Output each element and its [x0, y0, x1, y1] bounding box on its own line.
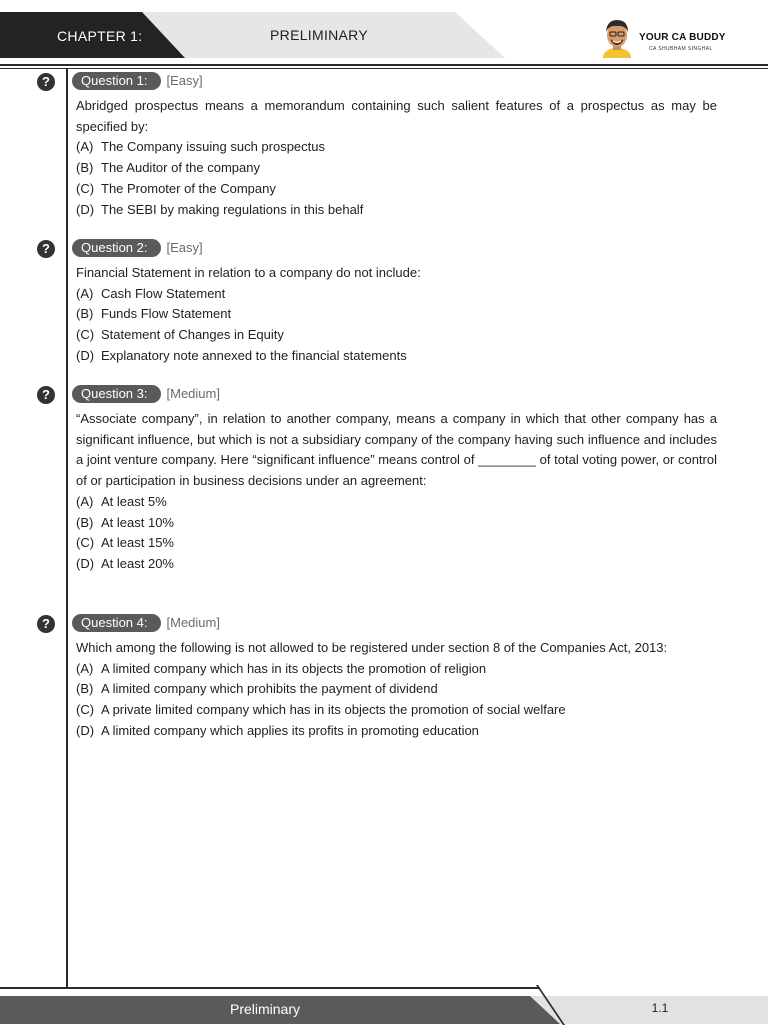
question-body	[76, 638, 717, 742]
option-text: The Auditor of the company	[101, 160, 260, 176]
question-mark-icon: ?	[37, 240, 55, 258]
option-text: The Company issuing such prospectus	[101, 139, 326, 155]
difficulty-level: [Easy]	[166, 73, 203, 88]
option-key: (A)	[76, 660, 94, 676]
option-a	[76, 284, 717, 305]
option-key: (B)	[76, 160, 94, 176]
option-a	[76, 492, 717, 513]
option-key: (A)	[76, 139, 94, 155]
option-key: (B)	[76, 681, 94, 697]
question-stem: Financial Statement in relation to a company do not include:	[76, 265, 421, 280]
question-mark-icon: ?	[37, 615, 55, 633]
difficulty-level: [Medium]	[166, 615, 220, 630]
question-body	[76, 96, 717, 220]
question-body	[76, 263, 717, 367]
option-key: (B)	[76, 514, 94, 530]
option-d	[76, 721, 717, 742]
section-title: PRELIMINARY	[270, 27, 368, 43]
option-c	[76, 325, 717, 346]
question-label: Question 4:	[72, 614, 161, 632]
option-text: The Promoter of the Company	[101, 180, 276, 196]
page-number: 1.1	[651, 1001, 669, 1015]
question-header	[72, 614, 220, 632]
logo-wordmark: YOUR CA BUDDY	[639, 32, 726, 43]
header-rule	[0, 64, 768, 66]
question-mark-icon: ?	[37, 73, 55, 91]
question-stem: “Associate company”, in relation to another company, means a company in which that other company has a significant influence, but which is not a subsidiary company of the company having such influence and includes a joint venture company. Here “significant influence” means control of ________ of total voting power, or control of or participation in business decisions under an agreement:	[76, 411, 717, 489]
option-d	[76, 346, 717, 367]
option-a	[76, 659, 717, 680]
chapter-label: CHAPTER 1:	[57, 28, 143, 44]
question-header	[72, 239, 203, 257]
option-d	[76, 554, 717, 575]
option-a	[76, 137, 717, 158]
question-body	[76, 409, 717, 575]
option-text: The SEBI by making regulations in this behalf	[101, 201, 364, 217]
option-b	[76, 304, 717, 325]
option-key: (C)	[76, 327, 95, 343]
option-text: At least 15%	[101, 535, 174, 551]
option-key: (D)	[76, 555, 95, 571]
difficulty-level: [Medium]	[166, 386, 220, 401]
option-text: Cash Flow Statement	[101, 285, 226, 301]
option-key: (C)	[76, 535, 95, 551]
logo-subtitle: CA SHUBHAM SINGHAL	[649, 46, 713, 52]
option-text: At least 5%	[101, 493, 167, 509]
option-text: Statement of Changes in Equity	[101, 327, 284, 343]
difficulty-level: [Easy]	[166, 240, 203, 255]
option-text: A limited company which applies its profits in promoting education	[101, 722, 479, 738]
question-header	[72, 72, 203, 90]
option-b	[76, 679, 717, 700]
option-c	[76, 179, 717, 200]
option-text: A private limited company which has in its objects the promotion of social welfare	[101, 702, 566, 718]
question-stem: Which among the following is not allowed to be registered under section 8 of the Companies Act, 2013:	[76, 640, 668, 655]
question-header	[72, 385, 220, 403]
question-stem: Abridged prospectus means a memorandum containing such salient features of a prospectus as may be specified by:	[76, 98, 717, 134]
option-text: A limited company which prohibits the payment of dividend	[101, 681, 438, 697]
footer-rule	[0, 987, 540, 989]
option-key: (D)	[76, 722, 95, 738]
avatar-icon	[598, 16, 636, 58]
option-key: (D)	[76, 201, 95, 217]
question-mark-icon: ?	[37, 386, 55, 404]
option-d	[76, 200, 717, 221]
margin-line	[66, 69, 68, 987]
option-key: (D)	[76, 347, 95, 363]
option-key: (C)	[76, 702, 95, 718]
option-text: Funds Flow Statement	[101, 306, 232, 322]
question-label: Question 3:	[72, 385, 161, 403]
option-text: Explanatory note annexed to the financial statements	[101, 347, 407, 363]
page-header	[0, 0, 768, 70]
question-label: Question 2:	[72, 239, 161, 257]
option-text: A limited company which has in its objects the promotion of religion	[101, 660, 487, 676]
option-b	[76, 513, 717, 534]
option-c	[76, 533, 717, 554]
header-rule-thin	[0, 68, 768, 69]
option-text: At least 20%	[101, 555, 174, 571]
option-key: (B)	[76, 306, 94, 322]
question-label: Question 1:	[72, 72, 161, 90]
option-key: (A)	[76, 493, 94, 509]
page-footer	[0, 987, 768, 1024]
option-c	[76, 700, 717, 721]
option-key: (C)	[76, 180, 95, 196]
option-b	[76, 158, 717, 179]
option-key: (A)	[76, 285, 94, 301]
footer-title: Preliminary	[229, 1001, 300, 1017]
option-text: At least 10%	[101, 514, 174, 530]
brand-logo	[598, 16, 738, 60]
